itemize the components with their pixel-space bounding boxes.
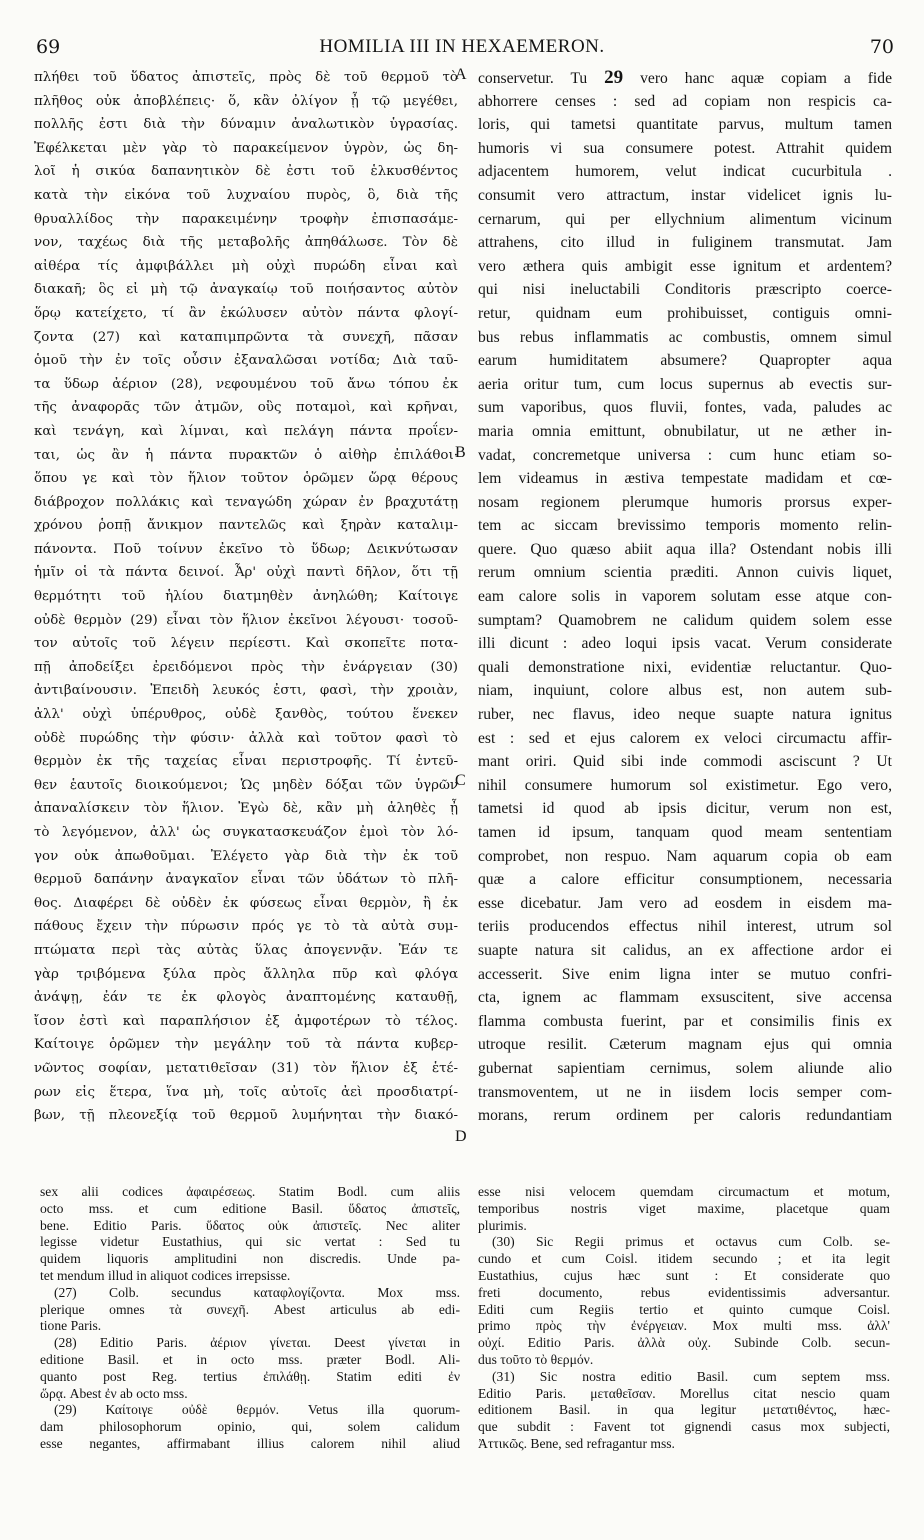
- greek-line: οὐδὲ πυρώδης τὴν φύσιν· ἀλλὰ καὶ τοῦτον φασὶ τὸ: [34, 730, 458, 746]
- greek-line: νῶντος σοφίαν, μετατιθεῖσαν (31) τὸν ἥλιον ἐξ ἑτέ-: [34, 1060, 458, 1076]
- running-header: [0, 36, 924, 62]
- latin-line: gubernat sapientiam cernimus, solem aliunde alio: [478, 1059, 892, 1077]
- margin-letter-c: C: [455, 772, 466, 789]
- greek-line: ἡμῖν οἱ τὰ πάντα δεινοί. Ἆρ' οὐχὶ παντὶ δῆλον, ὅτι τῇ: [34, 565, 458, 581]
- latin-text-column: [478, 66, 892, 1128]
- footnote-line: plerique omnes τὰ συνεχῆ. Abest articulus ab edi-: [40, 1301, 460, 1317]
- footnote-line: tet mendum illud in aliquot codices irrepsisse.: [40, 1267, 291, 1283]
- latin-line: adjacentem humorem, velut indicat cucurbitula .: [478, 163, 892, 181]
- footnote-line: ὥρᾳ. Abest ἐν ab octo mss.: [40, 1385, 188, 1401]
- latin-line: est : sed et ejus calorem ex veloci circumactu affir-: [478, 729, 892, 747]
- greek-line: ἀνάψῃ, ἐάν τε ἐκ φλογὸς ἀναπτομένης καταυθῇ,: [34, 990, 458, 1006]
- latin-line: suapte natura sit calidus, an ex affectione ardor ei: [478, 941, 892, 959]
- greek-line: πάνοντα. Ποῦ τοίνυν ἐκεῖνο τὸ ὕδωρ; Δεικνύτωσαν: [34, 541, 458, 557]
- footnote-line: Ἀττικῶς. Bene, sed refragantur mss.: [478, 1435, 675, 1451]
- latin-line: accesserit. Sive enim ligna inter se mutuo confri-: [478, 965, 892, 983]
- greek-line: ὅπου γε καὶ τὸν ἥλιον τοῦτον ὁρῶμεν ὥρᾳ θέρους: [34, 471, 458, 487]
- greek-text-column: [34, 66, 458, 1128]
- latin-line: lem videamus in æstiva tempestate madidam et cœ-: [478, 470, 892, 488]
- greek-line: ζοντα (27) καὶ καταπιμπρῶντα τὰ συνεχῆ, πᾶσαν: [34, 329, 458, 345]
- greek-line: καὶ τενάγη, καὶ λίμναι, καὶ πελάγη πάντα προΐεν-: [34, 423, 458, 439]
- latin-line: rerum omnium scientia præditi. Annon cuivis liquet,: [478, 564, 892, 582]
- latin-line: morans, rerum ordinem per caloris redundantiam: [478, 1107, 892, 1125]
- footnote-line: octo mss. et cum editione Basil. ὕδατος ἀπιστεῖς,: [40, 1200, 460, 1216]
- greek-line: Καίτοιγε ὁρῶμεν τὴν μεγάλην τοῦ τὰ πάντα κυβερ-: [34, 1037, 458, 1053]
- footnotes-left-column: [40, 1184, 460, 1453]
- footnote-line: (30) Sic Regii primus et octavus cum Colb. se-: [492, 1234, 890, 1250]
- greek-line: γὰρ τριβόμενα ξύλα πρὸς ἄλληλα πῦρ καὶ φλόγα: [34, 966, 458, 982]
- greek-line: γον οὐκ ἀπωθοῦμαι. Ἐλέγετο γὰρ διὰ τὴν ἐκ τοῦ: [34, 848, 458, 864]
- greek-line: πλήθει τοῦ ὕδατος ἀπιστεῖς, πρὸς δὲ τοῦ θερμοῦ τὸ: [34, 70, 458, 85]
- latin-first-pre: conservetur. Tu: [478, 70, 588, 87]
- footnote-line: (28) Editio Paris. ἀέριον γίνεται. Deest γίνεται in: [54, 1335, 460, 1351]
- greek-line: πολλῆς ἐστι διὰ τὴν δύναμιν ἀναλωτικὸν ὑγρασίας.: [34, 117, 458, 133]
- footnote-line: quanto post Reg. tertius ἐπιλάθῃ. Statim editi ἐν: [40, 1368, 460, 1384]
- greek-line: πάθους ἔχειν τὴν πύρωσιν πρός γε τὸ τὰ αὐτὰ συμ-: [34, 919, 458, 935]
- greek-line: τῆς ἀναφορᾶς τῶν ἀτμῶν, οὓς ποταμοὶ, καὶ κρῆναι,: [34, 400, 458, 416]
- footnote-line: dam philosophorum opinio, qui, solem calidum: [40, 1419, 460, 1435]
- latin-line: abhorrere censes : sed ad copiam non respicis ca-: [478, 92, 892, 110]
- greek-line: θεν ἑαυτοῖς διοικούμενοι; Ὡς μηδὲν δόξαι τῶν ὑγρῶν: [34, 777, 458, 793]
- latin-line: loris, qui tametsi quantitate parvus, multum tamen: [478, 116, 892, 134]
- latin-line: earum humiditatem absumere? Quapropter aqua: [478, 352, 892, 370]
- latin-line: vero æthera quis ambigit esse ignitum et ardentem?: [478, 257, 892, 275]
- latin-line: teriis producendos effectus nihil interest, utrum sol: [478, 918, 892, 936]
- latin-line: tem ac siccam brevissimo temporis momento relin-: [478, 517, 892, 535]
- footnote-line: dus τοῦτο τὸ θερμόν.: [478, 1351, 594, 1367]
- greek-line: Ἐφέλκεται μὲν γὰρ τὸ παρακείμενον ὑγρὸν, ὡς δη-: [34, 140, 458, 156]
- latin-line: utroque resilit. Cæterum magnam ejus qui omnia: [478, 1036, 892, 1054]
- footnote-line: legisse videtur Eustathius, qui sic vertat : Sed tu: [40, 1234, 460, 1250]
- greek-line: οὐδὲ θερμὸν (29) εἶναι τὸν ἥλιον ἐκεῖνοι λέγουσι· τοσοῦ-: [34, 612, 458, 628]
- latin-line: quere. Quo quæso abiit aqua illa? Ostendant nobis illi: [478, 540, 892, 558]
- footnote-line: cundo et cum Coisl. itidem secundo ; et ita legit: [478, 1251, 890, 1267]
- greek-line: τὸ λεγόμενον, ἀλλ' ὡς συγκατασκευάζον ἐμοὶ τὸν λό-: [34, 825, 458, 840]
- latin-line: illi dicunt : adeo loqui ipsis vacat. Verum considerate: [478, 635, 892, 653]
- greek-line: θερμότητι τοῦ ἡλίου διατμηθὲν ἀνηλώθη; Καίτοιγε: [34, 589, 458, 605]
- latin-line: [478, 66, 892, 90]
- greek-line: νον, ταχέως διὰ τῆς μεταβολῆς ἀπηθάλωσε. Τὸν δὲ: [34, 235, 458, 251]
- page-number-right: 70: [869, 36, 894, 58]
- footnote-line: temporibus nostris viget maxime, placetque quam: [478, 1200, 890, 1216]
- greek-line: ἀντιβαίνουσιν. Ἐπειδὴ λευκός ἐστι, φασὶ, τὴν χροιὰν,: [34, 683, 458, 699]
- latin-first-post: vero hanc aquæ copiam a fide: [640, 70, 892, 87]
- greek-line: ἀλλ' οὐχὶ ὑπέρυθρος, οὐδὲ ξανθὸς, τούτου ἕνεκεν: [34, 707, 458, 723]
- greek-line: τα ὕδωρ ἀέριον (28), νεφουμένου τοῦ ἄνω τόπου ἐκ: [34, 376, 458, 392]
- greek-line: ὅρῳ κατείχετο, τί ἂν ἐκώλυσεν αὐτὸν πάντα φλογί-: [34, 305, 458, 321]
- footnote-line: quidem liquoris amplitudini non discredis. Unde pa-: [40, 1251, 460, 1267]
- greek-line: χρόνου ῥοπῇ ἄνικμον παντελῶς καὶ ξηρὰν καταλιμ-: [34, 518, 458, 534]
- footnote-line: esse negantes, affirmabant illius calorem nihil aliud: [40, 1435, 460, 1451]
- greek-line: αἰθέρα τίς ἀμφιβάλλει μὴ οὐχὶ πυρώδη εἶναι καὶ: [34, 258, 458, 274]
- greek-line: πτώματα περὶ τὰς αὐτὰς ὕλας ἀπογεννᾷν. Ἐάν τε: [34, 942, 458, 958]
- latin-line: tametsi id quod ab ipsis dicitur, verum non est,: [478, 800, 892, 818]
- footnotes-right-column: [478, 1184, 890, 1453]
- margin-letter-d: D: [455, 1128, 467, 1145]
- latin-line: bus rebus inflammatis ac combustis, omnem simul: [478, 328, 892, 346]
- latin-line: flamma combusta fuerint, par et consimilis finis ex: [478, 1012, 892, 1030]
- latin-line: aeria oritur tum, cum locus supernus ab evectis sur-: [478, 375, 892, 393]
- latin-line: humoris vi sua consumere potest. Attrahit quidem: [478, 139, 892, 157]
- footnote-line: bene. Editio Paris. ὕδατος οὐκ ἀπιστεῖς. Nec aliter: [40, 1217, 460, 1233]
- latin-line: consumit vero attractum, instar videlicet ignis lu-: [478, 186, 892, 204]
- running-title: HOMILIA III IN HEXAEMERON.: [319, 36, 605, 57]
- latin-line: comprobet, non respuo. Nam aquarum copia ob eam: [478, 847, 892, 865]
- greek-line: κατὰ τὴν εἰκόνα τοῦ λυχναίου πυρὸς, ὃ, διὰ τῆς: [34, 187, 458, 203]
- footnote-line: οὐχί. Editio Paris. ἀλλὰ οὐχ. Subinde Colb. secun-: [478, 1335, 890, 1351]
- latin-line: mant oriri. Quid sibi inde commodi asciscunt ? Ut: [478, 753, 892, 771]
- latin-line: eam calore solis in vaporem solutam esse atque con-: [478, 588, 892, 606]
- footnote-line: Eustathius, cujus hæc sunt : Et considerate quo: [478, 1267, 890, 1283]
- margin-letter-b: B: [455, 444, 466, 461]
- latin-line: niam, inquiunt, colore albus est, non autem sub-: [478, 682, 892, 700]
- footnote-line: esse nisi velocem quemdam circumactum et motum,: [478, 1184, 890, 1199]
- footnote-line: que subdit : Favent tot gignendi casus mox subjecti,: [478, 1419, 890, 1435]
- footnote-divider: [30, 1175, 896, 1176]
- footnote-line: Editi cum Regiis tertio et quinto cumque Coisl.: [478, 1301, 890, 1317]
- latin-line: retur, quidnam eum prohibuisset, contiguis omni-: [478, 304, 892, 322]
- greek-line: διάβροχον πολλάκις καὶ τεναγώδη χώραν ἐν βραχυτάτῃ: [34, 494, 458, 510]
- latin-line: qui nisi ineluctabili Conditoris præscripto coerce-: [478, 281, 892, 299]
- margin-letter-a: A: [455, 66, 467, 83]
- greek-line: ἀπαναλίσκειν τὸν ἥλιον. Ἐγὼ δὲ, κἂν μὴ ἀληθὲς ᾖ: [34, 801, 458, 817]
- latin-line: quæ a calore efficitur consumptionem, necessaria: [478, 871, 892, 889]
- latin-line: esse dicebatur. Jam vero ad eosdem in eisdem ma-: [478, 894, 892, 912]
- footnote-line: plurimis.: [478, 1217, 527, 1233]
- footnote-line: primo πρὸς τὴν ἐνέργειαν. Mox multi mss. ἀλλ': [478, 1318, 890, 1334]
- latin-line: transmoventem, ut ne in iisdem locis semper com-: [478, 1083, 892, 1101]
- latin-line: cernarum, qui per ellychnium alimentum vicinum: [478, 210, 892, 228]
- latin-line: vadat, concremetque universa : cum hunc etiam so-: [478, 446, 892, 464]
- greek-line: ται, ὡς ἂν ἡ πάντα πυρακτῶν ὁ αἰθὴρ ἐπιλάθοι·: [34, 447, 458, 463]
- greek-line: βων, τῇ πλεονεξίᾳ τοῦ θερμοῦ λυμήνηται τὴν διακό-: [34, 1108, 458, 1124]
- greek-line: πῇ ἀποδείξει ἐρειδόμενοι πρὸς τὴν ἐνάργειαν (30): [34, 659, 458, 675]
- greek-line: ρων εἰς ἕτερα, ἵνα μὴ, τοῖς αὐτοῖς ἀεὶ προσδιατρί-: [34, 1084, 458, 1100]
- footnote-line: (27) Colb. secundus καταφλογίζοντα. Mox mss.: [54, 1284, 460, 1300]
- greek-line: λοῖ ἡ σικύα δαπανητικὸν δὲ ἐστι τοῦ ἑλκυσθέντος: [34, 164, 458, 180]
- latin-line: cta, ignem ac flammam exsuscitent, sive accensa: [478, 989, 892, 1007]
- latin-line: nosam regionem plerumque humoris prorsus exper-: [478, 493, 892, 511]
- footnote-line: (29) Καίτοιγε οὐδὲ θερμόν. Vetus illa quorum-: [54, 1402, 460, 1418]
- footnote-line: tione Paris.: [40, 1318, 102, 1334]
- greek-line: πλῆθος οὐκ ἀποβλέπεις· ὅ, κἂν ὀλίγον ᾖ τῷ μεγέθει,: [34, 93, 458, 109]
- footnote-line: Editio Paris. μεταθεῖσαν. Morellus citat nescio quam: [478, 1385, 890, 1401]
- latin-line: attrahens, cito illud in fuliginem transmutat. Jam: [478, 234, 892, 252]
- greek-line: θερμὸν ἐκ τῆς ταχείας εἶναι περιστροφῆς. Τί ἐντεῦ-: [34, 754, 458, 770]
- greek-line: διακαῆ; ὃς εἰ μὴ τῷ ἀναγκαίῳ τοῦ ποιήσαντος αὐτὸν: [34, 282, 458, 298]
- latin-line: nihil consumere humorum sol existimetur. Ego vero,: [478, 776, 892, 794]
- latin-line: tamen id ipsum, tanquam quod meam sententiam: [478, 824, 892, 841]
- latin-line: sum vaporibus, quos fluvii, fontes, vada, paludes ac: [478, 399, 892, 417]
- page-number-left: 69: [36, 36, 61, 58]
- note-ref-29: 29: [604, 67, 624, 88]
- footnote-line: (31) Sic nostra editio Basil. cum septem mss.: [492, 1368, 890, 1384]
- footnote-line: sex alii codices ἀφαιρέσεως. Statim Bodl. cum aliis: [40, 1184, 460, 1199]
- greek-line: ὁμοῦ τὴν ἐν τοῖς οὖσιν ἐξαναλῶσαι νοτίδα; Διὰ ταῦ-: [34, 353, 458, 369]
- latin-line: maria omnia emittunt, obnubilatur, ut ne æther in-: [478, 422, 892, 440]
- greek-line: ἴσον ἐστὶ καὶ παραπλήσιον ἐξ ἀμφοτέρων τὸ τέλος.: [34, 1013, 458, 1029]
- footnote-line: editionem Basil. in qua legitur μετατιθέντος, hæc-: [478, 1402, 890, 1418]
- greek-line: θερμοῦ δαπάνην ἀναγκαῖον εἶναι τῶν ὑδάτων τὸ πλῆ-: [34, 872, 458, 888]
- greek-line: θρυαλλίδος τὴν παρακειμένην τροφὴν ἐπισπασάμε-: [34, 211, 458, 227]
- greek-line: τον αὐτοῖς τοῦ λέγειν περίεστι. Καὶ σκοπεῖτε ποτα-: [34, 636, 458, 652]
- latin-line: quali demonstratione nixi, evidentiæ reluctantur. Quo-: [478, 658, 892, 676]
- latin-line: ruber, nec flavus, ideo neque suapte natura ignitus: [478, 706, 892, 724]
- greek-line: θος. Διαφέρει δὲ οὐδὲν ἐκ φύσεως εἶναι θερμὸν, ἢ ἐκ: [34, 895, 458, 911]
- footnote-line: editione Basil. et in octo mss. præter Bodl. Ali-: [40, 1351, 460, 1367]
- footnote-line: freti documento, rebus evidentissimis adversantur.: [478, 1284, 890, 1300]
- latin-line: sumptam? Quamobrem ne calidum quidem solem esse: [478, 611, 892, 629]
